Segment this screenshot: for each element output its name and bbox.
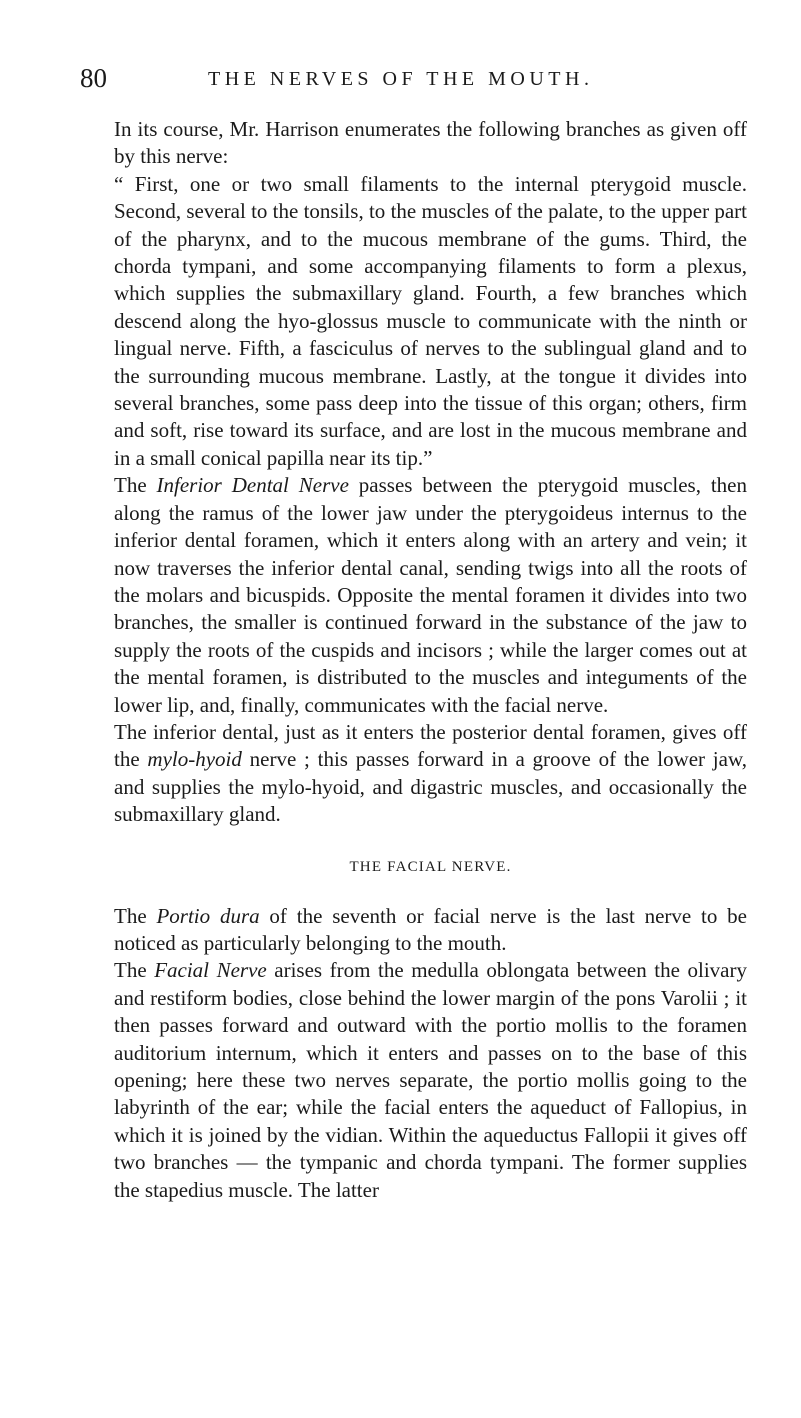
text-span: of the seventh or facial nerve is the last nerve to be noticed as particularly belonging to the mouth. [114, 903, 747, 955]
text-span: passes between the pterygoid muscles, then along the ramus of the lower jaw under the pterygoideus internus to the inferior dental foramen, which it enters along with an artery and vein; it now traverses the inferior dental canal, sending twigs into all the roots of the molars and bicuspids. Opposite the mental foramen it divides into two branches, the smaller is continued forward in the substance of the jaw to supply the roots of the cuspids and incisors ; while the larger comes out at the mental foramen, is distributed to the muscles and integuments of the lower lip, and, finally, communicates with the facial nerve. [114, 473, 748, 717]
body-text [114, 116, 747, 1204]
italic-term: Inferior Dental Nerve [156, 473, 349, 498]
page-header [80, 60, 740, 100]
paragraph-inferior-dental-nerve [114, 472, 747, 719]
text-span: The [114, 958, 155, 983]
text-span: nerve ; this passes forward in a groove of the lower jaw, and supplies the mylo-hyoid, and digastric muscles, and occasionally the submaxillary gland. [114, 747, 748, 827]
paragraph-harrison-intro: In its course, Mr. Harrison enumerates the following branches as given off by this nerve: [114, 117, 747, 169]
text-span: The [114, 903, 157, 928]
text-span: The [114, 473, 157, 498]
italic-term: Facial Nerve [154, 958, 267, 983]
paragraph-harrison-quote: “ First, one or two small filaments to the internal pterygoid muscle. Second, several to the tonsils, to the muscles of the palate, to the upper part of the pharynx, and to the mucous membrane of the gums. Third, the chorda tympani, and some accompanying filaments to form a plexus, which supplies the submaxillary gland. Fourth, a few branches which descend along the hyo-glossus muscle to communicate with the ninth or lingual nerve. Fifth, a fasciculus of nerves to the sublingual gland and to the surrounding mucous membrane. Lastly, at the tongue it divides into several branches, some pass deep into the tissue of this organ; others, firm and soft, rise toward its surface, and are lost in the mucous membrane and in a small conical papilla near its tip.” [114, 171, 747, 470]
section-heading: THE FACIAL NERVE. [349, 858, 512, 875]
paragraph-facial-nerve [114, 957, 747, 1204]
running-head: THE NERVES OF THE MOUTH. [208, 68, 594, 90]
paragraph-mylo-hyoid [114, 719, 747, 829]
italic-term: Portio dura [156, 903, 260, 928]
paragraph-portio-dura [114, 903, 747, 958]
page-number: 80 [80, 63, 107, 93]
text-span: arises from the medulla oblongata between the olivary and restiform bodies, close behind the lower margin of the pons Varolii ; it then passes forward and outward with the portio mollis to the foramen auditorium internum, which it enters and passes on to the base of this opening; here these two nerves separate, the portio mollis going to the labyrinth of the ear; while the facial enters the aqueduct of Fallopius, in which it is joined by the vidian. Within the aqueductus Fallopii it gives off two branches — the tympanic and chorda tympani. The former supplies the stapedius muscle. The latter [114, 958, 747, 1202]
italic-term: mylo-hyoid [147, 747, 242, 772]
text-span: The inferior dental, just as it enters the posterior dental foramen, gives off the [114, 719, 747, 772]
